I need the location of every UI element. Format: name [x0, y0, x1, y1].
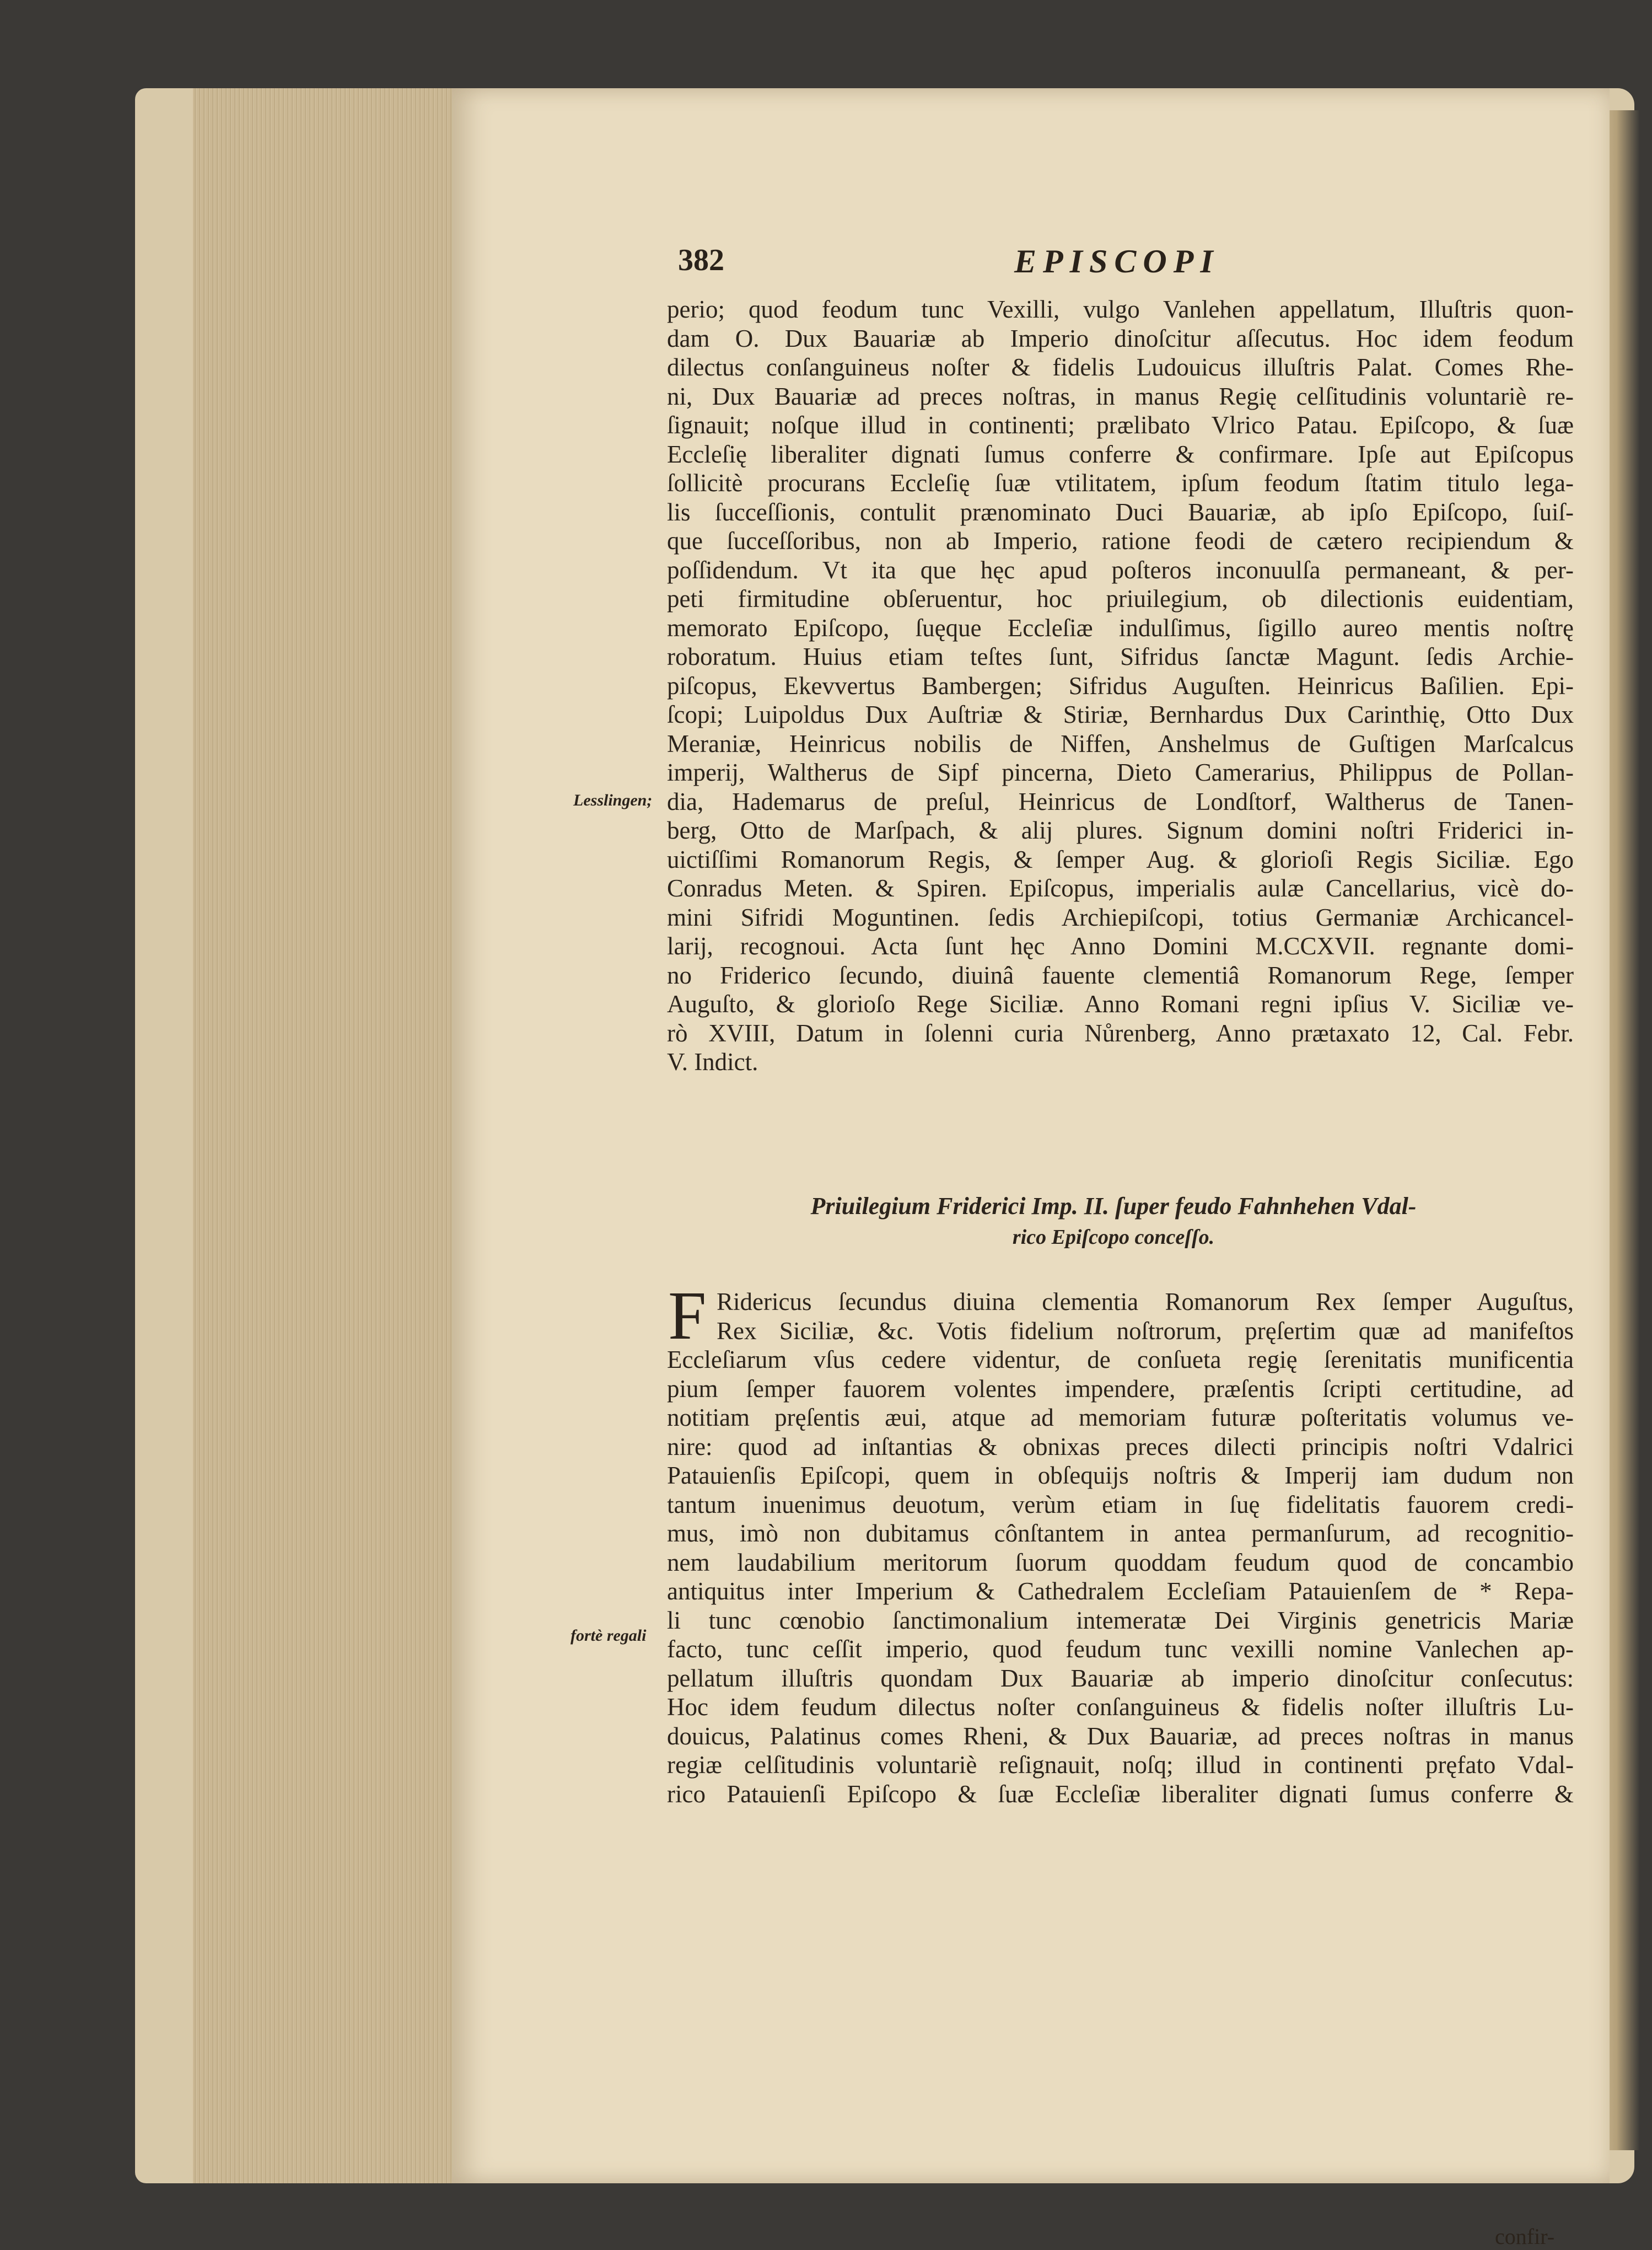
- text-line: Auguſto, & glorioſo Rege Siciliæ. Anno Romani regni ipſius V. Siciliæ ve-: [667, 990, 1574, 1018]
- text-line: ſollicitè procurans Eccleſię ſuæ vtilitatem, ipſum feodum ſtatim titulo lega-: [667, 469, 1574, 497]
- text-line: nem laudabilium meritorum ſuorum quoddam feudum quod de concambio: [667, 1548, 1574, 1576]
- text-line: imperij, Waltherus de Sipf pincerna, Dieto Camerarius, Philippus de Pollan-: [667, 759, 1574, 786]
- margin-note: Lesslingen;: [573, 791, 653, 809]
- text-line: facto, tunc ceſſit imperio, quod feudum tunc vexilli nomine Vanlechen ap-: [667, 1635, 1574, 1663]
- text-line: Rex Siciliæ, &c. Votis fidelium noſtrorum, pręſertim quæ ad manifeſtos: [717, 1317, 1574, 1345]
- text-line: dia, Hademarus de preſul, Heinricus de Londſtorf, Waltherus de Tanen-: [667, 787, 1574, 815]
- catchword: confir-: [1495, 2224, 1555, 2249]
- text-line: poſſidendum. Vt ita que hęc apud poſteros inconuulſa permaneant, & per-: [667, 556, 1574, 584]
- text-line: mus, imò non dubitamus cônſtantem in antea permanſurum, ad recognitio-: [667, 1519, 1574, 1547]
- text-line: li tunc cœnobio ſanctimonalium intemeratæ Dei Virginis genetricis Mariæ: [667, 1606, 1574, 1634]
- text-line: Patauienſis Epiſcopi, quem in obſequijs noſtris & Imperij iam dudum non: [667, 1462, 1574, 1489]
- text-line: rico Patauienſi Epiſcopo & ſuæ Eccleſiæ liberaliter dignati ſumus conferre &: [667, 1780, 1574, 1808]
- text-line: Eccleſię liberaliter dignati ſumus conferre & confirmare. Ipſe aut Epiſcopus: [667, 440, 1574, 468]
- paragraph-privilege-text: [667, 295, 1574, 1077]
- text-line: que ſucceſſoribus, non ab Imperio, ratione feodi de cætero recipiendum &: [667, 527, 1574, 555]
- text-line: Hoc idem feudum dilectus noſter conſanguineus & fidelis noſter illuſtris Lu-: [667, 1693, 1574, 1721]
- text-line: peti firmitudine obſeruentur, hoc priuilegium, ob dilectionis euidentiam,: [667, 585, 1574, 613]
- text-line: regiæ celſitudinis voluntariè reſignauit, noſq; illud in continenti pręfato Vdal-: [667, 1751, 1574, 1779]
- text-line: piſcopus, Ekevvertus Bambergen; Sifridus Auguſten. Heinricus Baſilien. Epi-: [667, 672, 1574, 700]
- margin-note: fortè regali: [571, 1626, 647, 1645]
- running-head: [678, 243, 1450, 287]
- text-line: pellatum illuſtris quondam Dux Bauariæ ab imperio dinoſcitur conſecutus:: [667, 1664, 1574, 1692]
- text-line: mini Sifridi Moguntinen. ſedis Archiepiſcopi, totius Germaniæ Archicancel-: [667, 903, 1574, 931]
- text-line: douicus, Palatinus comes Rheni, & Dux Bauariæ, ad preces noſtras in manus: [667, 1722, 1574, 1750]
- text-line: ſignauit; noſque illud in continenti; prælibato Vlrico Patau. Epiſcopo, & ſuæ: [667, 411, 1574, 439]
- text-line: Meraniæ, Heinricus nobilis de Niffen, Anshelmus de Guſtigen Marſcalcus: [667, 729, 1574, 758]
- text-line: no Friderico ſecundo, diuinâ fauente clementiâ Romanorum Rege, ſemper: [667, 961, 1574, 989]
- text-line: nire: quod ad inſtantias & obnixas preces dilecti principis noſtri Vdalrici: [667, 1432, 1574, 1460]
- text-line: perio; quod feodum tunc Vexilli, vulgo Vanlehen appellatum, Illuſtris quon-: [667, 296, 1574, 323]
- page-number: 382: [678, 243, 724, 277]
- heading-line: rico Epiſcopo conceſſo.: [1012, 1226, 1215, 1249]
- text-line: antiquitus inter Imperium & Cathedralem Eccleſiam Patauienſem de * Repa-: [667, 1577, 1574, 1605]
- text-line: Eccleſiarum vſus cedere videntur, de conſueta regię ſerenitatis munificentia: [667, 1346, 1574, 1373]
- text-line: ni, Dux Bauariæ ad preces noſtras, in manus Regię celſitudinis voluntariè re-: [667, 382, 1574, 410]
- text-line: dam O. Dux Bauariæ ab Imperio dinoſcitur aſſecutus. Hoc idem feodum: [667, 324, 1574, 352]
- text-line: tantum inuenimus deuotum, verùm etiam in ſuę fidelitatis fauorem credi-: [667, 1490, 1574, 1518]
- text-line: pium ſemper fauorem volentes impendere, præſentis ſcripti certitudine, ad: [667, 1374, 1574, 1403]
- paragraph-charter-text: [667, 1287, 1574, 1808]
- text-line: larij, recognoui. Acta ſunt hęc Anno Domini M.CCXVII. regnante domi-: [667, 932, 1574, 960]
- text-line: Conradus Meten. & Spiren. Epiſcopus, imperialis aulæ Cancellarius, vicè do-: [667, 874, 1574, 902]
- text-line: memorato Epiſcopo, ſuęque Eccleſiæ indulſimus, ſigillo aureo mentis noſtrę: [667, 614, 1574, 642]
- text-line: notitiam pręſentis æui, atque ad memoriam futuræ poſteritatis volumus ve-: [667, 1404, 1574, 1431]
- text-line: dilectus conſanguineus noſter & fidelis Ludouicus illuſtris Palat. Comes Rhe-: [667, 353, 1574, 381]
- text-line: V. Indict.: [667, 1048, 758, 1076]
- text-line: Ridericus ſecundus diuina clementia Romanorum Rex ſemper Auguſtus,: [717, 1288, 1574, 1315]
- text-line: roboratum. Huius etiam teſtes ſunt, Sifridus ſanctæ Magunt. ſedis Archie-: [667, 643, 1574, 670]
- section-heading: [755, 1191, 1472, 1253]
- text-line: lis ſucceſſionis, contulit prænominato Duci Bauariæ, ab ipſo Epiſcopo, ſuiſ-: [667, 498, 1574, 526]
- page-edges: [193, 88, 453, 2183]
- text-line: rò XVIII, Datum in ſolenni curia Nůrenberg, Anno prætaxato 12, Cal. Febr.: [667, 1019, 1574, 1047]
- text-line: berg, Otto de Marſpach, & alij plures. Signum domini noſtri Friderici in-: [667, 817, 1574, 844]
- running-title: EPISCOPI: [1014, 243, 1220, 280]
- text-line: ſcopi; Luipoldus Dux Auſtriæ & Stiriæ, Bernhardus Dux Carinthię, Otto Dux: [667, 701, 1574, 728]
- text-line: uictiſſimi Romanorum Regis, & ſemper Aug. & glorioſi Regis Siciliæ. Ego: [667, 845, 1574, 873]
- heading-line: Priuilegium Friderici Imp. II. ſuper feudo Fahnhehen Vdal-: [810, 1193, 1417, 1220]
- drop-cap: F: [668, 1278, 707, 1354]
